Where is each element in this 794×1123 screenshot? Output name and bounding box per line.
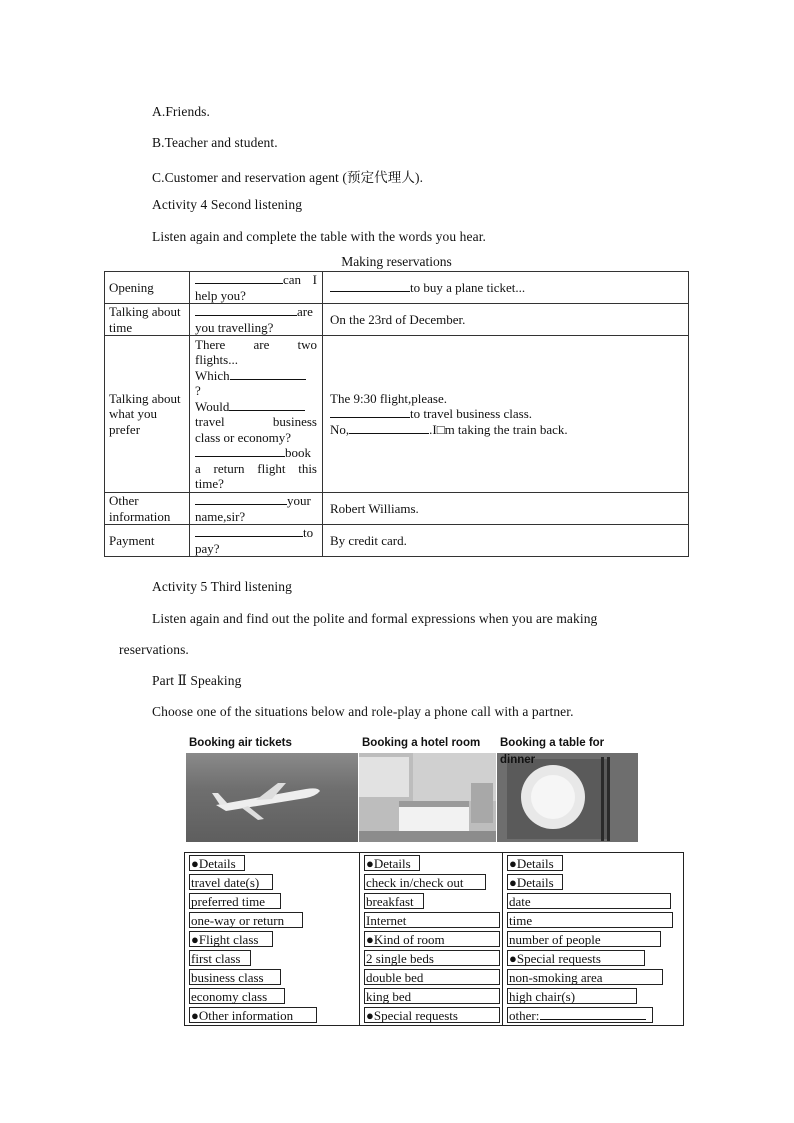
list-item: breakfast [364, 893, 424, 909]
list-item: double bed [364, 969, 500, 985]
airplane-icon [186, 753, 358, 842]
list-item: business class [189, 969, 281, 985]
photo-hotel-room [359, 735, 496, 842]
list-item: 2 single beds [364, 950, 500, 966]
answer-blank[interactable] [195, 525, 303, 537]
option-c: C.Customer and reservation agent (预定代理人). [152, 170, 424, 185]
row-label: Talking about time [105, 304, 190, 336]
prompt-cell: to pay? [190, 525, 323, 557]
answer-cell: On the 23rd of December. [323, 304, 689, 336]
activity-5-instruction-cont: reservations. [119, 642, 189, 657]
answer-cell: The 9:30 flight,please. to travel business class. No, .I□m taking the train back. [323, 336, 689, 493]
answer-blank[interactable] [195, 304, 297, 316]
answer-blank[interactable] [195, 272, 283, 284]
table-row [105, 493, 689, 525]
list-item: king bed [364, 988, 500, 1004]
answer-cell: to buy a plane ticket... [323, 272, 689, 304]
option-b: B.Teacher and student. [152, 135, 278, 150]
prompt-cell: are you travelling? [190, 304, 323, 336]
table-row [105, 304, 689, 336]
table-row [105, 336, 689, 493]
answer-cell: By credit card. [323, 525, 689, 557]
hotel-room-column [359, 853, 502, 1025]
list-item: ●Details [189, 855, 245, 871]
row-label: Opening [105, 272, 190, 304]
list-item: date [507, 893, 671, 909]
row-label: Payment [105, 525, 190, 557]
list-item: ●Details [507, 874, 563, 890]
answer-blank[interactable] [330, 406, 410, 418]
list-item: time [507, 912, 673, 928]
answer-blank[interactable] [230, 368, 306, 380]
answer-blank[interactable] [195, 445, 285, 457]
list-item: non-smoking area [507, 969, 663, 985]
list-item: one-way or return [189, 912, 303, 928]
activity-5-instruction: Listen again and find out the polite and formal expressions when you are making [152, 611, 598, 626]
answer-blank[interactable] [229, 399, 305, 411]
list-item: ●Flight class [189, 931, 273, 947]
table-row [105, 272, 689, 304]
answer-blank[interactable] [540, 1008, 646, 1020]
prompt-cell: your name,sir? [190, 493, 323, 525]
prompt-cell: can I help you? [190, 272, 323, 304]
answer-blank[interactable] [330, 280, 410, 292]
list-item: economy class [189, 988, 285, 1004]
dinner-table-column [502, 853, 683, 1025]
reservations-table [104, 271, 689, 557]
list-item: preferred time [189, 893, 281, 909]
photo-air-tickets [186, 735, 358, 842]
activity-4-instruction: Listen again and complete the table with the words you hear. [152, 229, 487, 244]
table-row [105, 525, 689, 557]
list-item: ●Details [364, 855, 420, 871]
answer-blank[interactable] [349, 422, 429, 434]
table-caption: Making reservations [341, 254, 452, 269]
situations-grid [184, 852, 684, 1026]
activity-5-title: Activity 5 Third listening [152, 579, 292, 594]
airplane-image [186, 753, 358, 842]
list-item: ●Details [507, 855, 563, 871]
answer-blank[interactable] [195, 493, 287, 505]
list-item: ●Special requests [364, 1007, 500, 1023]
list-item: first class [189, 950, 251, 966]
list-item: travel date(s) [189, 874, 273, 890]
list-item: ●Special requests [507, 950, 645, 966]
photo-caption: Booking air tickets [186, 735, 358, 753]
photo-caption: Booking a table for dinner [497, 735, 638, 753]
list-item: other: [507, 1007, 653, 1023]
photo-dinner-table [497, 735, 638, 842]
list-item: ●Other information [189, 1007, 317, 1023]
row-label: Talking about what you prefer [105, 336, 190, 493]
answer-cell: Robert Williams. [323, 493, 689, 525]
prompt-cell: There are two flights... Which ? Would travel business class or economy? book a return flight this time? [190, 336, 323, 493]
row-label: Other information [105, 493, 190, 525]
list-item: check in/check out [364, 874, 486, 890]
air-tickets-column [185, 853, 359, 1025]
option-a: A.Friends. [152, 104, 210, 119]
list-item: number of people [507, 931, 661, 947]
list-item: ●Kind of room [364, 931, 500, 947]
hotel-room-image [359, 753, 496, 842]
part-2-instruction: Choose one of the situations below and role-play a phone call with a partner. [152, 704, 574, 719]
activity-4-title: Activity 4 Second listening [152, 197, 303, 212]
list-item: Internet [364, 912, 500, 928]
part-2-title: Part Ⅱ Speaking [152, 673, 242, 688]
photo-caption: Booking a hotel room [359, 735, 496, 753]
list-item: high chair(s) [507, 988, 637, 1004]
